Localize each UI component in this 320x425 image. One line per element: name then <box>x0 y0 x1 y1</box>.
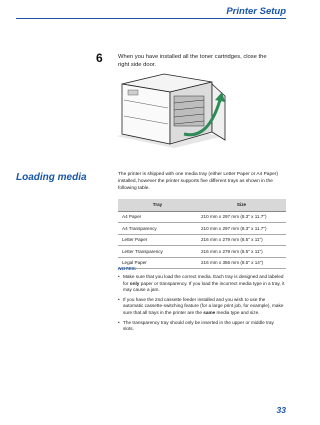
note-item <box>118 297 286 317</box>
bullet-icon: • <box>118 319 120 325</box>
intro-paragraph: The printer is shipped with one media tray (either Letter Paper or A4 Paper) installed, however the printer supports five different trays as shown in the following table. <box>118 172 278 191</box>
note-text: Make sure that you load the correct media. Each tray is designed and labeled for <box>123 274 284 286</box>
table-row <box>118 223 286 235</box>
table-cell-tray: Letter Transparency <box>118 246 197 258</box>
note-text: The transparency tray should only be inserted in the upper or middle tray slots. <box>123 319 274 332</box>
note-text: If you have the 2nd cassette feeder installed and you wish to use the automatic cassette-switching feature (for a large print job, for example), make sure that all trays in the printer are the <box>123 296 284 315</box>
table-cell-tray: Letter Paper <box>118 234 197 246</box>
bullet-icon: • <box>118 274 120 279</box>
column-header-tray: Tray <box>118 199 197 211</box>
table-row <box>118 211 286 223</box>
table-row <box>118 257 286 269</box>
note-item <box>118 320 286 333</box>
step-number: 6 <box>96 51 103 65</box>
tray-size-table <box>118 199 286 269</box>
table-cell-size: 210 mm x 297 mm (8.3" x 11.7") <box>197 223 286 235</box>
table-cell-size: 216 mm x 356 mm (8.5" x 14") <box>197 257 286 269</box>
note-text: paper or transparency. If you load the incorrect media type in a tray, it may cause a jam. <box>123 280 285 293</box>
note-emphasis: same <box>203 309 216 315</box>
step-text: When you have installed all the toner cartridges, close the right side door. <box>118 54 267 69</box>
table-cell-tray: A4 Transparency <box>118 223 197 235</box>
page-number: 33 <box>276 405 286 415</box>
note-text: media type and size. <box>215 309 260 315</box>
table-cell-size: 216 mm x 279 mm (8.5" x 11") <box>197 246 286 258</box>
bullet-icon: • <box>118 296 120 302</box>
notes-list <box>118 274 286 336</box>
table-header-row <box>118 199 286 211</box>
section-title: Loading media <box>16 172 87 183</box>
column-header-size: Size <box>197 199 286 211</box>
table-cell-tray: A4 Paper <box>118 211 197 223</box>
header-rule <box>16 18 286 19</box>
notes-title: NOTES: <box>118 267 137 272</box>
note-item <box>118 274 286 294</box>
header-title: Printer Setup <box>226 6 286 17</box>
table-row <box>118 234 286 246</box>
table-cell-size: 210 mm x 297 mm (8.3" x 11.7") <box>197 211 286 223</box>
table-cell-size: 216 mm x 279 mm (8.5" x 11") <box>197 234 286 246</box>
table-row <box>118 246 286 258</box>
note-emphasis: only <box>129 280 140 286</box>
table-cell-tray: Legal Paper <box>118 257 197 269</box>
printer-illustration <box>112 70 227 150</box>
